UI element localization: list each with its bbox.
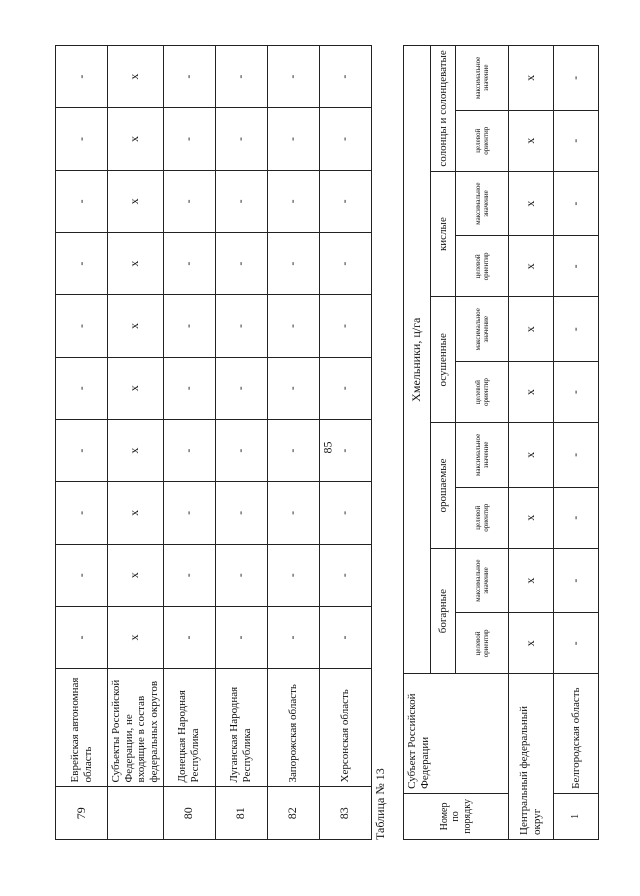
table-13	[403, 45, 599, 840]
cell-value: -	[319, 232, 371, 294]
table-row	[319, 46, 371, 840]
header-subgroup: целевой ориентир	[456, 362, 509, 423]
row-number: 82	[267, 787, 319, 840]
cell-value: x	[509, 171, 554, 236]
cell-value: -	[56, 108, 108, 170]
header-subgroup: целевой ориентир	[456, 110, 509, 171]
cell-value: -	[163, 108, 215, 170]
cell-value: -	[215, 170, 267, 232]
cell-value: -	[267, 295, 319, 357]
cell-value: x	[108, 232, 164, 294]
cell-value: x	[108, 46, 164, 108]
cell-value: -	[554, 548, 599, 613]
cell-value: x	[108, 606, 164, 668]
cell-value: x	[509, 423, 554, 488]
cell-value: -	[319, 108, 371, 170]
cell-value: -	[319, 357, 371, 419]
row-number: 1	[554, 793, 599, 839]
cell-value: x	[108, 419, 164, 481]
cell-value: -	[215, 108, 267, 170]
header-subgroup: целевой ориентир	[456, 613, 509, 674]
cell-value: -	[319, 544, 371, 606]
row-subject-name: Субъекты Российской Федерации, не входящие в состав федеральных округов	[108, 669, 164, 787]
cell-value: -	[319, 46, 371, 108]
header-group: солонцы и солонцеватые	[431, 46, 456, 172]
cell-value: -	[163, 482, 215, 544]
cell-value: x	[509, 297, 554, 362]
cell-value: -	[267, 544, 319, 606]
table-row	[108, 46, 164, 840]
cell-value: -	[554, 487, 599, 548]
row-number: 80	[163, 787, 215, 840]
cell-value: -	[554, 423, 599, 488]
table-row	[163, 46, 215, 840]
cell-value: x	[509, 46, 554, 111]
header-subgroup: целевой ориентир	[456, 236, 509, 297]
cell-value: -	[215, 46, 267, 108]
table-row	[56, 46, 108, 840]
page-number: 85	[320, 441, 335, 454]
cell-value: -	[163, 606, 215, 668]
header-group: осушенные	[431, 297, 456, 423]
header-subgroup: максимальное значение	[456, 423, 509, 488]
cell-value: x	[108, 357, 164, 419]
cell-value: x	[509, 110, 554, 171]
cell-value: x	[509, 613, 554, 674]
cell-value: x	[509, 548, 554, 613]
cell-value: -	[319, 606, 371, 668]
row-subject-name: Луганская Народная Республика	[215, 669, 267, 787]
cell-value: -	[163, 232, 215, 294]
cell-value: -	[554, 110, 599, 171]
cell-value: -	[267, 357, 319, 419]
cell-value: -	[554, 362, 599, 423]
table-row	[215, 46, 267, 840]
cell-value: -	[215, 482, 267, 544]
cell-value: -	[319, 295, 371, 357]
header-subgroup: максимальное значение	[456, 46, 509, 111]
cell-value: -	[554, 297, 599, 362]
cell-value: -	[56, 544, 108, 606]
cell-value: -	[56, 482, 108, 544]
cell-value: -	[554, 613, 599, 674]
cell-value: -	[163, 544, 215, 606]
cell-value: -	[267, 482, 319, 544]
header-subgroup: целевой ориентир	[456, 487, 509, 548]
cell-value: -	[267, 606, 319, 668]
header-group: кислые	[431, 171, 456, 297]
row-number: 81	[215, 787, 267, 840]
cell-value: -	[163, 419, 215, 481]
row-subject-name: Белгородская область	[554, 674, 599, 793]
header-num: Номер по порядку	[404, 793, 509, 839]
table-row	[267, 46, 319, 840]
header-subgroup: максимальное значение	[456, 297, 509, 362]
cell-value: -	[554, 236, 599, 297]
header-group: орошаемые	[431, 423, 456, 549]
cell-value: -	[163, 295, 215, 357]
cell-value: x	[509, 487, 554, 548]
row-subject-name: Донецкая Народная Республика	[163, 669, 215, 787]
table-caption: Таблица № 13	[373, 768, 387, 840]
row-number: 83	[319, 787, 371, 840]
row-number: 79	[56, 787, 108, 840]
cell-value: -	[163, 357, 215, 419]
cell-value: -	[56, 606, 108, 668]
cell-value: -	[319, 482, 371, 544]
row-subject-name: Центральный федеральный округ	[509, 674, 554, 840]
cell-value: -	[267, 232, 319, 294]
cell-value: -	[215, 606, 267, 668]
cell-value: x	[108, 544, 164, 606]
cell-value: -	[554, 46, 599, 111]
cell-value: x	[108, 170, 164, 232]
cell-value: -	[56, 46, 108, 108]
header-group: богарные	[431, 548, 456, 674]
cell-value: -	[554, 171, 599, 236]
header-main: Хмельники, ц/га	[404, 46, 431, 674]
cell-value: x	[509, 362, 554, 423]
table-row	[509, 46, 554, 840]
cell-value: -	[319, 419, 371, 481]
cell-value: x	[108, 295, 164, 357]
cell-value: x	[509, 236, 554, 297]
header-subgroup: максимальное значение	[456, 171, 509, 236]
table-row	[554, 46, 599, 840]
cell-value: -	[215, 419, 267, 481]
cell-value: -	[56, 170, 108, 232]
cell-value: -	[163, 46, 215, 108]
row-subject-name: Еврейская автономная область	[56, 669, 108, 787]
row-subject-name: Запорожская область	[267, 669, 319, 787]
row-subject-name: Херсонская область	[319, 669, 371, 787]
cell-value: -	[215, 357, 267, 419]
cell-value: x	[108, 482, 164, 544]
table-continuation	[55, 45, 372, 840]
cell-value: -	[267, 108, 319, 170]
cell-value: -	[319, 170, 371, 232]
cell-value: -	[267, 419, 319, 481]
cell-value: -	[215, 544, 267, 606]
cell-value: -	[267, 46, 319, 108]
cell-value: -	[215, 295, 267, 357]
cell-value: -	[56, 357, 108, 419]
header-subject: Субъект Российской Федерации	[404, 674, 509, 793]
cell-value: -	[267, 170, 319, 232]
cell-value: -	[56, 295, 108, 357]
cell-value: -	[56, 232, 108, 294]
cell-value: -	[163, 170, 215, 232]
cell-value: x	[108, 108, 164, 170]
header-subgroup: максимальное значение	[456, 548, 509, 613]
cell-value: -	[215, 232, 267, 294]
cell-value: -	[56, 419, 108, 481]
row-number	[108, 787, 164, 840]
